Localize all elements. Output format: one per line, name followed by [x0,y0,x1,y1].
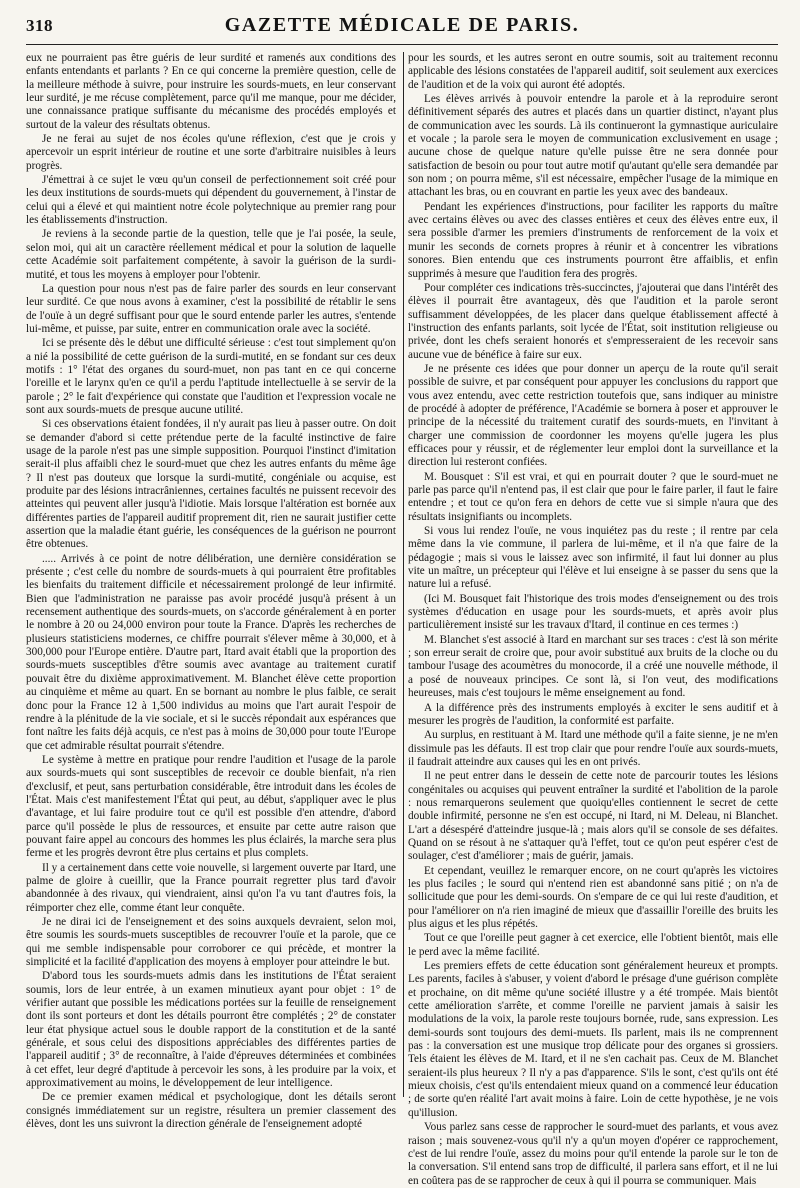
paragraph: A la différence près des instruments employés à exciter le sens auditif et à mesurer les progrès de l'audition, la conformité est parfaite. [408,701,778,727]
paragraph: pour les sourds, et les autres seront en outre soumis, soit au traitement reconnu applicable des lésions constatées de l'appareil auditif, soit seulement aux exercices de l'audition et de la voix qui auront été adoptés. [408,52,778,91]
paragraph: J'émettrai à ce sujet le vœu qu'un conseil de perfectionnement soit créé pour les deux institutions de sourds-muets qui dépendent du gouvernement, à l'instar de celui qui a élevé et qui maintient notre école polytechnique au premier rang pour les établissements d'instruction. [26,174,396,227]
paragraph: Je ne dirai ici de l'enseignement et des soins auxquels devraient, selon moi, être soumis les sourds-muets susceptibles de recouvrer l'ouïe et la parole, que ce qui me semble indispensable pour corroborer ce qui précède, et montrer la simplicité et la facilité d'application des moyens à employer pour atteindre le but. [26,916,396,969]
paragraph: Les premiers effets de cette éducation sont généralement heureux et prompts. Les parents, faciles à s'abuser, y voient d'abord le présage d'une guérison complète et prochaine, on dit même qu'une société illustre y a été trompée. Mais bientôt cette amélioration s'arrête, et comme l'oreille ne parvient jamais à saisir les modulations de la voix, la parole reste toujours bornée, rude, sans expression. Les demi-sourds sont toujours des demi-muets. Ils parlent, mais ils ne comprennent pas : la conversation est une musique trop délicate pour des organes si grossiers. Tels étaient les élèves de M. Itard, et il ne s'en cachait pas. Ceux de M. Blanchet seraient-ils plus heureux ? Il n'y a pas d'apparence. S'ils le sont, c'est qu'ils ont été mieux choisis, c'est qu'ils entendaient mieux quand on a commencé leur éducation ; de sorte qu'en réalité l'art avait moins à faire. Loin de cette hypothèse, je ne vois qu'illusion. [408,960,778,1119]
paragraph: Les élèves arrivés à pouvoir entendre la parole et à la reproduire seront définitivement séparés des autres et placés dans un quartier distinct, n'ayant plus de communication avec les sourds. Là ils continueront la gymnastique auriculaire et vocale ; la parole sera le moyen de communication exclusivement en usage ; aucune chose de quelque nature qu'elle puisse être ne sera donnée pour satisfaction de besoin ou pour tout autre motif qu'autant qu'elle sera demandée par son nom ; on pourra même, s'il est nécessaire, empêcher l'usage de la mimique en attachant les bras, ou en couvrant en partie les yeux avec des bandeaux. [408,93,778,199]
page-number: 318 [26,16,53,35]
page-header [26,6,778,45]
paragraph: Si vous lui rendez l'ouïe, ne vous inquiétez pas du reste ; il rentre par cela même dans la vie commune, il parlera de lui-même, et il n'a que faire de la pédagogie ; mais si vous le laissez avec son infirmité, il faut lui donner au plus vite un maître, un précepteur qui l'élève et lui enseigne à se passer du sens que la nature lui a refusé. [408,525,778,591]
paragraph: D'abord tous les sourds-muets admis dans les institutions de l'État seraient soumis, lors de leur entrée, à un examen minutieux ayant pour objet : 1° de vérifier autant que possible les médications portées sur la feuille de renseignement dont ils sont porteurs et dont les détails pourront être complétés ; 2° de constater leur état physique actuel sous le double rapport de la constitution et de la santé générale, et sous celui des dispositions appréciables des différentes parties de l'appareil auditif ; 3° de reconnaître, à l'aide d'épreuves déterminées et combinées à cet effet, leur degré d'aptitude à percevoir les sons, à les produire par la voix, et approximativement au moins, le développement de leur intelligence. [26,970,396,1090]
article-body [26,52,778,1187]
paragraph: (Ici M. Bousquet fait l'historique des trois modes d'enseignement ou des trois systèmes d'éducation en usage pour les sourds-muets, et après avoir plus particulièrement insisté sur les travaux d'Itard, il continue en ces termes :) [408,592,778,632]
paragraph: La question pour nous n'est pas de faire parler des sourds en leur conservant leur surdité. Ce que nous avons à examiner, c'est la possibilité de rétablir le sens de l'ouïe à un degré suffisant pour que le sourd entende parler les autres, s'entende lui-même, et puisse, par suite, entrer en communication orale avec la société. [26,282,396,335]
paragraph: Je reviens à la seconde partie de la question, telle que je l'ai posée, la seule, selon moi, qui ait un caractère réellement médical et pour la solution de laquelle cette Académie soit parfaitement compétente, à savoir la guérison de la surdi-mutité, et tous les moyens à employer pour l'obtenir. [26,228,396,281]
paragraph: Ici se présente dès le début une difficulté sérieuse : c'est tout simplement qu'on a nié la possibilité de cette guérison de la surdi-mutité, en se fondant sur ces deux motifs : 1° l'état des organes du sourd-muet, non pas tant en ce qui concerne l'oreille et le larynx qu'en ce qu'il a perdu l'aptitude intellectuelle à se servir de la parole ; 2° le fait d'expérience qui constate que l'audition et l'expression vocale ne sont aux sourds-muets de presque aucune utilité. [26,337,396,416]
paragraph: Le système à mettre en pratique pour rendre l'audition et l'usage de la parole aux sourds-muets qui sont susceptibles de recevoir ce double bienfait, n'a rien d'exclusif, et peut, sans perturbation considérable, être introduit dans les écoles de l'État. Mais c'est manifestement l'État qui peut, au début, s'appliquer avec le plus d'avantage, et lui faire produire tout ce qu'il est possible d'en attendre, d'abord parce qu'il possède le plus de ressources, et ensuite par cette autre raison que pouvant faire appel au concours des hommes les plus éclairés, la marche sera plus ferme et les progrès devront être plus certains et plus complets. [26,753,396,860]
paragraph: Pour compléter ces indications très-succinctes, j'ajouterai que dans l'intérêt des élèves il pourrait être avantageux, dès que l'audition et la parole seront suffisamment développées, de les placer dans quelque établissement affecté à l'instruction des enfants parlants, soit lycée de l'État, soit institution religieuse ou privée, dont les chefs seraient honorés et s'empresseraient de les recevoir sans aucune vue de bénéfice à faire sur eux. [408,281,778,361]
paragraph: ..... Arrivés à ce point de notre délibération, une dernière considération se présente ; c'est celle du nombre de sourds-muets à qui pourraient être profitables les bienfaits du traitement difficile et nécessairement prolongé de leur infirmité. Bien que l'administration ne paraisse pas avoir procédé jusqu'à présent à un recensement authentique des sourds-muets, on s'accorde généralement à en porter le nombre à 20 ou 24,000 environ pour toute la France. D'après les recherches de plusieurs statisticiens modernes, ce chiffre pourrait s'élever même à 30,000, et à 300,000 pour l'Europe entière. D'autre part, Itard avait établi que la proportion des sourds-muets susceptibles d'être soumis avec avantage au traitement curatif pouvait être du dixième approximativement. M. Blanchet élève cette proportion au cinquième et même au quart. En se bornant au nombre le plus faible, ce serait donc pour la France 12 à 1,500 individus au moins que l'art aurait l'espoir de rendre à la plénitude de la vie sociale, et si le succès répondait aux espérances que font naître les faits déjà acquis, ce n'est pas à moins de 30,000 pour toute l'Europe que cet admirable résultat pourrait s'étendre. [26,552,396,752]
paragraph: M. Blanchet s'est associé à Itard en marchant sur ses traces : c'est là son mérite ; son erreur serait de croire que, pour avoir substitué aux bruits de la cloche ou du tambour l'usage des acoumètres du monocorde, il a créé une nouvelle méthode, il a posé de nouveaux principes. Ce sont là, si l'on veut, des modifications heureuses, mais c'est toujours le même enseignement au fond. [408,633,778,700]
paragraph: Et cependant, veuillez le remarquer encore, on ne court qu'après les victoires les plus faciles ; le sourd qui n'entend rien est abandonné sans pitié ; on n'a de sollicitude que pour les demi-sourds. On s'empare de ce qui lui reste d'audition, et pour l'améliorer on n'a rien imaginé de mieux que d'assaillir l'oreille des bruits les plus aigus et les plus répétés. [408,864,778,930]
paragraph: eux ne pourraient pas être guéris de leur surdité et ramenés aux conditions des enfants entendants et parlants ? En ce qui concerne la première question, celle de la meilleure méthode à suivre, pour instruire les sourds-muets, en leur conservant leur surdité, je me récuse complètement, parce qu'il me manque, pour me décider, une connaissance pratique suffisante du mécanisme des procédés employés et surtout de la valeur des résultats obtenus. [26,52,396,131]
publication-title: GAZETTE MÉDICALE DE PARIS. [224,14,580,36]
paragraph: Pendant les expériences d'instructions, pour faciliter les rapports du maître avec certains élèves ou avec des classes entières et ceux des élèves entre eux, il sera possible d'armer les premiers d'instruments de renforcement de la voix et munir les seconds de cornets propres à réunir et à concentrer les vibrations sonores. Bien entendu que ces instruments pourront être affaiblis, et enfin supprimés à mesure que l'audition fera des progrès. [408,200,778,280]
paragraph: De ce premier examen médical et psychologique, dont les détails seront consignés immédiatement sur un registre, résultera un premier classement des élèves, dont les uns suivront la direction générale de l'enseignement adopté [26,1091,396,1131]
paragraph: Il y a certainement dans cette voie nouvelle, si largement ouverte par Itard, une palme de gloire à cueillir, que la France pourrait regretter plus tard d'avoir abandonnée à des rivaux, qui viendraient, ainsi qu'on l'a vu tant d'autres fois, la réimporter chez elle, comme étant leur conquête. [26,861,396,914]
paragraph: Au surplus, en restituant à M. Itard une méthode qu'il a faite sienne, je ne m'en dissimule pas les défauts. Il est trop clair que pour rendre l'ouïe aux sourds-muets, il faudrait atteindre aux causes qui les en ont privés. [408,729,778,768]
right-column [408,52,778,1187]
paragraph: Je ne ferai au sujet de nos écoles qu'une réflexion, c'est que je crois y apercevoir un esprit intérieur de routine et une sorte d'arbitraire nuisibles à leurs progrès. [26,133,396,172]
paragraph: Tout ce que l'oreille peut gagner à cet exercice, elle l'obtient bientôt, mais elle le perd avec la même facilité. [408,932,778,958]
paragraph: Je ne présente ces idées que pour donner un aperçu de la route qu'il serait possible de suivre, et par conséquent pour appuyer les conclusions du rapport que vous avez entendu, avec cette restriction toutefois que, sans indiquer au ministre de procédé à adopter de préférence, l'Académie se bornera à poser et approuver le principe de la nécessité du traitement curatif des sourds-muets, en l'invitant à charger une commission de coordonner les moyens qu'elle jugera les plus efficaces pour y réussir, et de réglementer leur emploi dont la surveillance et la direction lui resteront confiées. [408,362,778,469]
paragraph: M. Bousquet : S'il est vrai, et qui en pourrait douter ? que le sourd-muet ne parle pas parce qu'il n'entend pas, il est clair que pour le faire parler, il faut le faire entendre ; et tout ce qu'on fera en dehors de cette vue si simple n'aura que des résultats insignifiants ou incomplets. [408,470,778,523]
paragraph: Vous parlez sans cesse de rapprocher le sourd-muet des parlants, et vous avez raison ; mais souvenez-vous qu'il n'y a qu'un moyen d'opérer ce rapprochement, c'est de lui rendre l'ouïe, assez du moins pour qu'il entende la parole sur le ton de la conversation. S'il entend sans trop de difficulté, il parlera sans effort, et il ne lui en coûtera pas de se rapprocher de ceux à qui il pourra se communiquer. Mais [408,1121,778,1187]
paragraph: Il ne peut entrer dans le dessein de cette note de parcourir toutes les lésions congénitales ou acquises qui peuvent entraîner la surdité et l'abolition de la parole : nous remarquerons seulement que quoiqu'elles contiennent le secret de cette double infirmité, personne ne s'en est occupé, ni Itard, ni M. Deleau, ni Blanchet. L'art a désespéré d'atteindre jusque-là ; mais alors qu'il se console de ses défaites. Quand on se résout à ne s'attaquer qu'à l'effet, tout ce qu'on peut espérer c'est de soulager, c'est d'améliorer ; mais de guérir, jamais. [408,770,778,863]
left-column [26,52,396,1131]
paragraph: Si ces observations étaient fondées, il n'y aurait pas lieu à passer outre. On doit se demander d'abord si cette prétendue perte de la faculté instinctive de faire usage de la parole n'est pas une simple supposition. Pourquoi l'instinct d'imitation serait-il plus affaibli chez le sourd-muet que chez les autres enfants du même âge ? Il n'est pas douteux que lorsque la surdi-mutité, congéniale ou acquise, est produite par des lésions intracrâniennes, certaines facultés ne puissent recevoir des atteintes qui peuvent aller jusqu'à l'idiotie. Mais lorsque l'altération est bornée aux différentes parties de l'appareil auditif proprement dit, rien ne saurait justifier cette assertion que la maladie étant guérie, les conséquences de la guérison ne pourront être obtenues. [26,418,396,551]
